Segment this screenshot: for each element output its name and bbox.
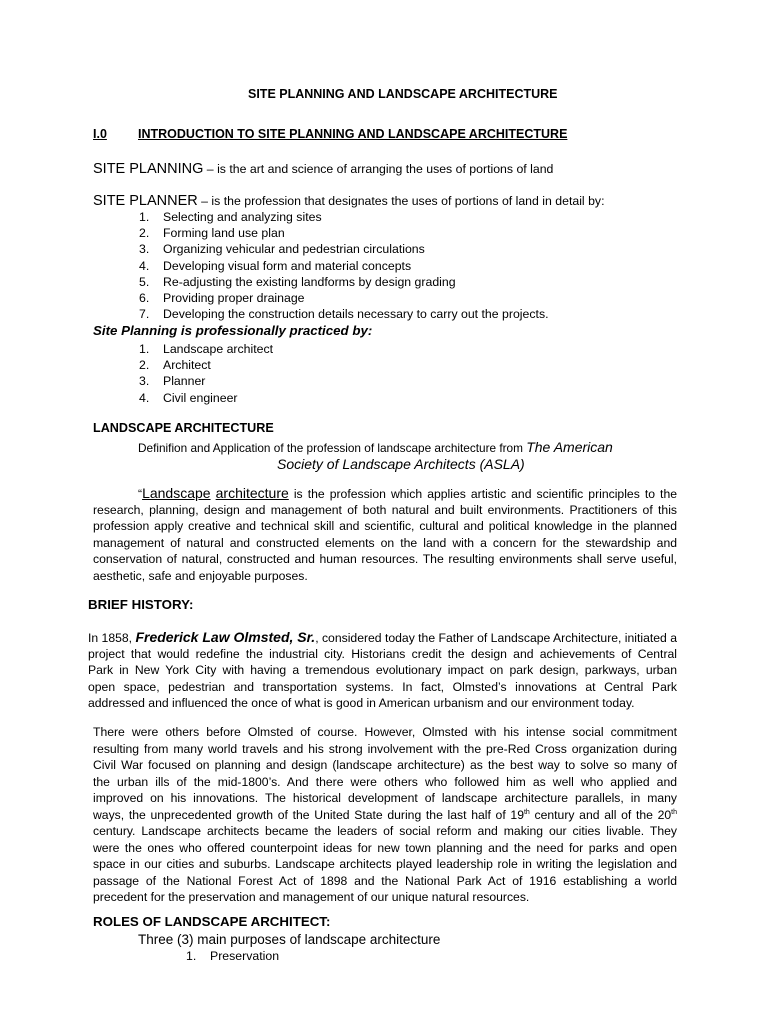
- olmsted-name: Frederick Law Olmsted, Sr.: [135, 629, 316, 645]
- history-paragraph-2: There were others before Olmsted of course. However, Olmsted with his intense social commitment resulting from many world travels and his strong involvement with the pre-Red Cross organization during Civil War focused on planning and design (landscape architecture) as the best way to solve so many of the urban ills of the mid-1800’s. And there were others who followed him as well who applied and improved on his innovations. The historical development of landscape architecture parallels, in many ways, the unprecedented growth of the United State during the last half of 19th century and all of the 20th century. Landscape architects became the leaders of social reform and making our cities livable. They were the ones who offered counterpoint ideas for new town planning and the need for parks and open space in our cities and suburbs. Landscape architects played leadership role in writing the legislation and passage of the National Forest Act of 1898 and the National Park Act of 1916 establishing a world precedent for the preservation and management of our unique natural resources.: [93, 725, 677, 904]
- definition-intro: Definifion and Application of the profession of landscape architecture from The American: [138, 439, 613, 455]
- quote-term-landscape: Landscape: [142, 485, 211, 501]
- practiced-by-heading: Site Planning is professionally practiced by:: [93, 323, 373, 338]
- asla-source-line2: Society of Landscape Architects (ASLA): [277, 456, 525, 472]
- site-planning-text: – is the art and science of arranging the uses of portions of land: [203, 162, 554, 176]
- section-title: INTRODUCTION TO SITE PLANNING AND LANDSCAPE ARCHITECTURE: [138, 127, 568, 141]
- site-planning-term: SITE PLANNING: [93, 161, 204, 177]
- history-paragraph-1: In 1858, Frederick Law Olmsted, Sr., considered today the Father of Landscape Architecture, initiated a project that would redefine the industrial city. Historians credit the design and achievements of Central Park in New York City with having a tremendous evolutionary impact on park design, parkways, urban open space, pedestrian and transportation systems. In fact, Olmsted’s innovations at Central Park addressed and influenced the once of what is good in American urbanism and our environment today.: [88, 629, 677, 710]
- roles-heading: ROLES OF LANDSCAPE ARCHITECT:: [93, 914, 331, 929]
- site-planning-definition: [93, 160, 553, 178]
- brief-history-heading: BRIEF HISTORY:: [88, 597, 194, 612]
- site-planner-text: – is the profession that designates the uses of portions of land in detail by:: [197, 194, 605, 208]
- asla-definition-paragraph: “Landscape architecture is the profession which applies artistic and scientific principles to the research, planning, design and management of both natural and built environments. Practitioners of this profession apply creative and technical skill and scientific, cultural and political knowledge in the planned management of natural and constructed elements on the land with a concern for the stewardship and conservation of natural, constructed and human resources. The resulting environments shall serve useful, aesthetic, safe and enjoyable purposes.: [93, 485, 677, 583]
- site-planner-definition: [93, 192, 604, 210]
- asla-source-line1: The American: [526, 439, 613, 455]
- section-number: I.0: [93, 127, 107, 141]
- quote-term-architecture: architecture: [215, 485, 289, 501]
- landscape-architecture-heading: LANDSCAPE ARCHITECTURE: [93, 421, 274, 435]
- site-planner-term: SITE PLANNER: [93, 193, 198, 209]
- document-page: SITE PLANNING AND LANDSCAPE ARCHITECTURE I.0 INTRODUCTION TO SITE PLANNING AND LANDSCAPE ARCHITECTURE SITE PLANNING – is the art and science of arranging the uses of portions of land SITE PLANNER – is the profession that designates the uses of portions of land in detail by: 1. Selecting and analyzing sites 2. Forming land use plan 3. Organizing vehicular and pedestrian circulations 4. Developing visual form and material concepts 5. Re-adjusting the existing landforms by design grading 6. Providing proper drainage 7. Developing the construction details necessary to carry out the projects. Site Planning is professionally practiced by: 1. Landscape architect 2. Architect 3. Planner 4. Civil engineer LANDSCAPE ARCHITECTURE Definifion and Application of the profession of landscape architecture from The American Society of Landscape Architects (ASLA) “Landscape architecture is the profession which applies artistic and scientific principles to the research, planning, design and management of both natural and built environments. Practitioners of this profession apply creative and technical skill and scientific, cultural and political knowledge in the planned management of natural and constructed elements on the land with a concern for the stewardship and conservation of natural, constructed and human resources. The resulting environments shall serve useful, aesthetic, safe and enjoyable purposes. BRIEF HISTORY: In 1858, Frederick Law Olmsted, Sr., considered today the Father of Landscape Architecture, initiated a project that would redefine the industrial city. Historians credit the design and achievements of Central Park in New York City with having a tremendous evolutionary impact on park design, parkways, urban open space, pedestrian and transportation systems. In fact, Olmsted’s innovations at Central Park addressed and influenced the once of what is good in American urbanism and our environment today. There were others before Olmsted of course. However, Olmsted with his intense social commitment resulting from many world travels and his strong involvement with the pre-Red Cross organization during Civil War focused on planning and design (landscape architecture) as the best way to solve so many of the urban ills of the mid-1800’s. And there were others who followed him as well who applied and improved on his innovations. The historical development of landscape architecture parallels, in many ways, the unprecedented growth of the United State during the last half of 19th century and all of the 20th century. Landscape architects became the leaders of social reform and making our cities livable. They were the ones who offered counterpoint ideas for new town planning and the need for parks and open space in our cities and suburbs. Landscape architects played leadership role in writing the legislation and passage of the National Forest Act of 1898 and the National Park Act of 1916 establishing a world precedent for the preservation and management of our unique natural resources. ROLES OF LANDSCAPE ARCHITECT: Three (3) main purposes of landscape architecture 1. Preservation: [88, 87, 677, 963]
- roles-subheading: Three (3) main purposes of landscape architecture: [138, 932, 441, 947]
- document-title: SITE PLANNING AND LANDSCAPE ARCHITECTURE: [248, 87, 558, 101]
